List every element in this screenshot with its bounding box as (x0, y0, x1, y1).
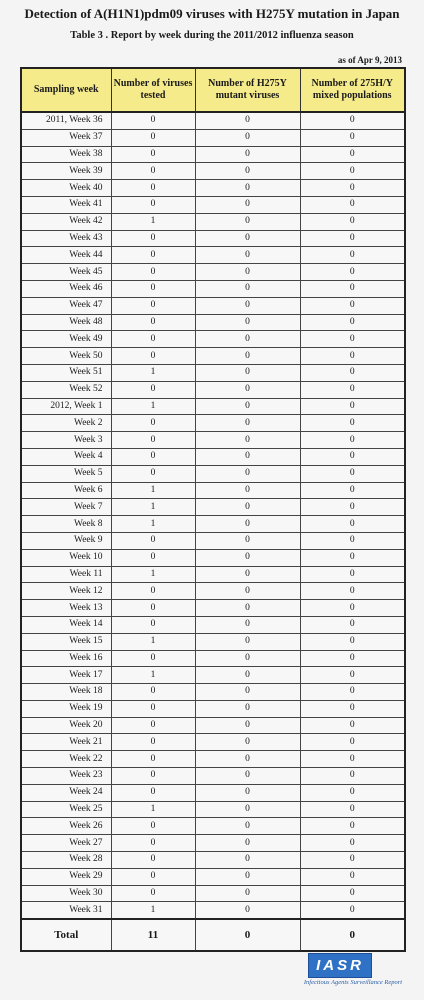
week-cell: Week 43 (21, 230, 111, 247)
table-row (21, 818, 405, 835)
tested-cell: 0 (111, 465, 195, 482)
week-cell: Week 52 (21, 381, 111, 398)
week-cell: Week 9 (21, 532, 111, 549)
mixed-cell: 0 (300, 196, 405, 213)
week-cell: Week 27 (21, 835, 111, 852)
week-cell: Week 10 (21, 549, 111, 566)
total-mutant: 0 (195, 919, 300, 951)
table-row (21, 465, 405, 482)
week-cell: Week 23 (21, 768, 111, 785)
table-row (21, 129, 405, 146)
mixed-cell: 0 (300, 583, 405, 600)
week-cell: 2012, Week 1 (21, 398, 111, 415)
mutant-cell: 0 (195, 616, 300, 633)
week-cell: Week 7 (21, 499, 111, 516)
table-row (21, 364, 405, 381)
week-cell: Week 13 (21, 600, 111, 617)
table-row (21, 448, 405, 465)
mutant-cell: 0 (195, 885, 300, 902)
mixed-cell: 0 (300, 768, 405, 785)
logo-mark: IASR (308, 953, 372, 978)
table-row (21, 600, 405, 617)
table-row (21, 264, 405, 281)
table-row (21, 180, 405, 197)
tested-cell: 0 (111, 852, 195, 869)
logo-subtext: Infectious Agents Surveillance Report (303, 979, 403, 986)
tested-cell: 0 (111, 381, 195, 398)
table-row (21, 751, 405, 768)
table-row (21, 784, 405, 801)
mixed-cell: 0 (300, 885, 405, 902)
table-caption: Table 3 . Report by week during the 2011/2012 influenza season (70, 30, 354, 41)
tested-cell: 1 (111, 801, 195, 818)
week-cell: Week 49 (21, 331, 111, 348)
week-cell: Week 4 (21, 448, 111, 465)
weekly-report-table (20, 67, 406, 952)
tested-cell: 0 (111, 549, 195, 566)
mixed-cell: 0 (300, 734, 405, 751)
tested-cell: 0 (111, 885, 195, 902)
mutant-cell: 0 (195, 230, 300, 247)
tested-cell: 0 (111, 146, 195, 163)
week-cell: Week 46 (21, 280, 111, 297)
mixed-cell: 0 (300, 566, 405, 583)
total-label: Total (21, 919, 111, 951)
total-row (21, 919, 405, 951)
table-row (21, 163, 405, 180)
week-cell: Week 12 (21, 583, 111, 600)
tested-cell: 0 (111, 600, 195, 617)
mutant-cell: 0 (195, 448, 300, 465)
week-cell: Week 18 (21, 684, 111, 701)
table-row (21, 146, 405, 163)
mixed-cell: 0 (300, 314, 405, 331)
tested-cell: 0 (111, 129, 195, 146)
mixed-cell: 0 (300, 297, 405, 314)
week-cell: Week 42 (21, 213, 111, 230)
tested-cell: 1 (111, 482, 195, 499)
mutant-cell: 0 (195, 684, 300, 701)
mixed-cell: 0 (300, 835, 405, 852)
mutant-cell: 0 (195, 801, 300, 818)
tested-cell: 0 (111, 230, 195, 247)
week-cell: Week 26 (21, 818, 111, 835)
table-row (21, 482, 405, 499)
week-cell: Week 8 (21, 516, 111, 533)
tested-cell: 1 (111, 902, 195, 919)
tested-cell: 0 (111, 734, 195, 751)
header-viruses-tested: Number of viruses tested (111, 68, 195, 112)
mixed-cell: 0 (300, 818, 405, 835)
week-cell: Week 44 (21, 247, 111, 264)
tested-cell: 0 (111, 180, 195, 197)
mixed-cell: 0 (300, 667, 405, 684)
table-row (21, 667, 405, 684)
mutant-cell: 0 (195, 112, 300, 129)
week-cell: Week 11 (21, 566, 111, 583)
tested-cell: 0 (111, 331, 195, 348)
tested-cell: 0 (111, 583, 195, 600)
mutant-cell: 0 (195, 482, 300, 499)
table-row (21, 230, 405, 247)
week-cell: Week 38 (21, 146, 111, 163)
week-cell: Week 14 (21, 616, 111, 633)
week-cell: Week 28 (21, 852, 111, 869)
header-sampling-week: Sampling week (21, 68, 111, 112)
total-tested: 11 (111, 919, 195, 951)
table-row (21, 112, 405, 129)
mutant-cell: 0 (195, 348, 300, 365)
week-cell: Week 15 (21, 633, 111, 650)
table-row (21, 902, 405, 919)
week-cell: Week 20 (21, 717, 111, 734)
tested-cell: 0 (111, 432, 195, 449)
mutant-cell: 0 (195, 734, 300, 751)
mutant-cell: 0 (195, 902, 300, 919)
mixed-cell: 0 (300, 415, 405, 432)
mixed-cell: 0 (300, 902, 405, 919)
mixed-cell: 0 (300, 213, 405, 230)
tested-cell: 1 (111, 516, 195, 533)
mixed-cell: 0 (300, 868, 405, 885)
week-cell: Week 30 (21, 885, 111, 902)
mixed-cell: 0 (300, 600, 405, 617)
tested-cell: 1 (111, 667, 195, 684)
tested-cell: 1 (111, 499, 195, 516)
tested-cell: 0 (111, 700, 195, 717)
mixed-cell: 0 (300, 264, 405, 281)
tested-cell: 1 (111, 633, 195, 650)
week-cell: Week 16 (21, 650, 111, 667)
week-cell: Week 37 (21, 129, 111, 146)
table-row (21, 213, 405, 230)
mutant-cell: 0 (195, 196, 300, 213)
tested-cell: 1 (111, 398, 195, 415)
mixed-cell: 0 (300, 633, 405, 650)
week-cell: Week 39 (21, 163, 111, 180)
mixed-cell: 0 (300, 684, 405, 701)
week-cell: Week 17 (21, 667, 111, 684)
table-row (21, 297, 405, 314)
table-row (21, 549, 405, 566)
week-cell: Week 29 (21, 868, 111, 885)
tested-cell: 0 (111, 348, 195, 365)
table-row (21, 885, 405, 902)
table-row (21, 532, 405, 549)
mutant-cell: 0 (195, 432, 300, 449)
week-cell: Week 48 (21, 314, 111, 331)
mutant-cell: 0 (195, 499, 300, 516)
table-row (21, 331, 405, 348)
mixed-cell: 0 (300, 364, 405, 381)
mixed-cell: 0 (300, 163, 405, 180)
mixed-cell: 0 (300, 482, 405, 499)
table-row (21, 314, 405, 331)
mixed-cell: 0 (300, 381, 405, 398)
week-cell: Week 25 (21, 801, 111, 818)
tested-cell: 0 (111, 280, 195, 297)
tested-cell: 0 (111, 616, 195, 633)
table-row (21, 499, 405, 516)
week-cell: Week 5 (21, 465, 111, 482)
mixed-cell: 0 (300, 852, 405, 869)
week-cell: Week 19 (21, 700, 111, 717)
tested-cell: 0 (111, 868, 195, 885)
week-cell: Week 50 (21, 348, 111, 365)
week-cell: Week 22 (21, 751, 111, 768)
table-row (21, 700, 405, 717)
mutant-cell: 0 (195, 180, 300, 197)
week-cell: Week 2 (21, 415, 111, 432)
table-row (21, 650, 405, 667)
mutant-cell: 0 (195, 583, 300, 600)
mutant-cell: 0 (195, 667, 300, 684)
table-row (21, 768, 405, 785)
tested-cell: 0 (111, 247, 195, 264)
table-row (21, 633, 405, 650)
tested-cell: 1 (111, 566, 195, 583)
tested-cell: 0 (111, 751, 195, 768)
table-row (21, 348, 405, 365)
mixed-cell: 0 (300, 700, 405, 717)
tested-cell: 0 (111, 448, 195, 465)
mixed-cell: 0 (300, 717, 405, 734)
tested-cell: 0 (111, 717, 195, 734)
page-title: Detection of A(H1N1)pdm09 viruses with H275Y mutation in Japan (24, 6, 400, 21)
table-row (21, 616, 405, 633)
week-cell: Week 3 (21, 432, 111, 449)
header-mixed-populations: Number of 275H/Y mixed populations (300, 68, 405, 112)
week-cell: Week 47 (21, 297, 111, 314)
mixed-cell: 0 (300, 129, 405, 146)
mutant-cell: 0 (195, 549, 300, 566)
mutant-cell: 0 (195, 784, 300, 801)
mutant-cell: 0 (195, 398, 300, 415)
mutant-cell: 0 (195, 650, 300, 667)
table-row (21, 583, 405, 600)
mixed-cell: 0 (300, 348, 405, 365)
table-header-row (21, 68, 405, 112)
table-row (21, 684, 405, 701)
tested-cell: 0 (111, 784, 195, 801)
mixed-cell: 0 (300, 751, 405, 768)
table-row (21, 247, 405, 264)
mixed-cell: 0 (300, 146, 405, 163)
mutant-cell: 0 (195, 818, 300, 835)
week-cell: Week 40 (21, 180, 111, 197)
mixed-cell: 0 (300, 112, 405, 129)
mutant-cell: 0 (195, 600, 300, 617)
mixed-cell: 0 (300, 280, 405, 297)
mutant-cell: 0 (195, 213, 300, 230)
tested-cell: 1 (111, 213, 195, 230)
mutant-cell: 0 (195, 751, 300, 768)
mutant-cell: 0 (195, 297, 300, 314)
table-row (21, 280, 405, 297)
mixed-cell: 0 (300, 516, 405, 533)
table-row (21, 801, 405, 818)
mutant-cell: 0 (195, 868, 300, 885)
tested-cell: 0 (111, 415, 195, 432)
tested-cell: 0 (111, 112, 195, 129)
week-cell: Week 45 (21, 264, 111, 281)
mutant-cell: 0 (195, 415, 300, 432)
week-cell: 2011, Week 36 (21, 112, 111, 129)
mutant-cell: 0 (195, 852, 300, 869)
mixed-cell: 0 (300, 784, 405, 801)
table-row (21, 415, 405, 432)
week-cell: Week 6 (21, 482, 111, 499)
mutant-cell: 0 (195, 146, 300, 163)
mutant-cell: 0 (195, 516, 300, 533)
tested-cell: 0 (111, 768, 195, 785)
week-cell: Week 21 (21, 734, 111, 751)
mutant-cell: 0 (195, 129, 300, 146)
tested-cell: 0 (111, 835, 195, 852)
mutant-cell: 0 (195, 768, 300, 785)
mutant-cell: 0 (195, 364, 300, 381)
mutant-cell: 0 (195, 700, 300, 717)
mutant-cell: 0 (195, 566, 300, 583)
mixed-cell: 0 (300, 532, 405, 549)
week-cell: Week 51 (21, 364, 111, 381)
mutant-cell: 0 (195, 633, 300, 650)
mixed-cell: 0 (300, 499, 405, 516)
tested-cell: 0 (111, 532, 195, 549)
iasr-logo (289, 952, 417, 992)
mixed-cell: 0 (300, 549, 405, 566)
mixed-cell: 0 (300, 616, 405, 633)
table-row (21, 734, 405, 751)
mixed-cell: 0 (300, 432, 405, 449)
mutant-cell: 0 (195, 280, 300, 297)
mutant-cell: 0 (195, 465, 300, 482)
mutant-cell: 0 (195, 264, 300, 281)
mixed-cell: 0 (300, 398, 405, 415)
week-cell: Week 24 (21, 784, 111, 801)
mixed-cell: 0 (300, 448, 405, 465)
week-cell: Week 31 (21, 902, 111, 919)
tested-cell: 1 (111, 364, 195, 381)
table-row (21, 717, 405, 734)
table-row (21, 852, 405, 869)
mixed-cell: 0 (300, 331, 405, 348)
tested-cell: 0 (111, 196, 195, 213)
mixed-cell: 0 (300, 247, 405, 264)
table-row (21, 516, 405, 533)
table-row (21, 566, 405, 583)
mixed-cell: 0 (300, 650, 405, 667)
table-row (21, 432, 405, 449)
mutant-cell: 0 (195, 532, 300, 549)
table-body (21, 112, 405, 919)
mutant-cell: 0 (195, 835, 300, 852)
mutant-cell: 0 (195, 314, 300, 331)
tested-cell: 0 (111, 650, 195, 667)
table-row (21, 398, 405, 415)
mixed-cell: 0 (300, 465, 405, 482)
table-row (21, 196, 405, 213)
mixed-cell: 0 (300, 180, 405, 197)
table-row (21, 868, 405, 885)
week-cell: Week 41 (21, 196, 111, 213)
tested-cell: 0 (111, 684, 195, 701)
mixed-cell: 0 (300, 230, 405, 247)
tested-cell: 0 (111, 163, 195, 180)
tested-cell: 0 (111, 818, 195, 835)
mixed-cell: 0 (300, 801, 405, 818)
mutant-cell: 0 (195, 247, 300, 264)
table-row (21, 381, 405, 398)
tested-cell: 0 (111, 264, 195, 281)
tested-cell: 0 (111, 297, 195, 314)
header-h275y-mutant: Number of H275Y mutant viruses (195, 68, 300, 112)
total-mixed: 0 (300, 919, 405, 951)
table-row (21, 835, 405, 852)
mutant-cell: 0 (195, 163, 300, 180)
tested-cell: 0 (111, 314, 195, 331)
mutant-cell: 0 (195, 331, 300, 348)
as-of-date: as of Apr 9, 2013 (337, 55, 402, 65)
mutant-cell: 0 (195, 381, 300, 398)
mutant-cell: 0 (195, 717, 300, 734)
